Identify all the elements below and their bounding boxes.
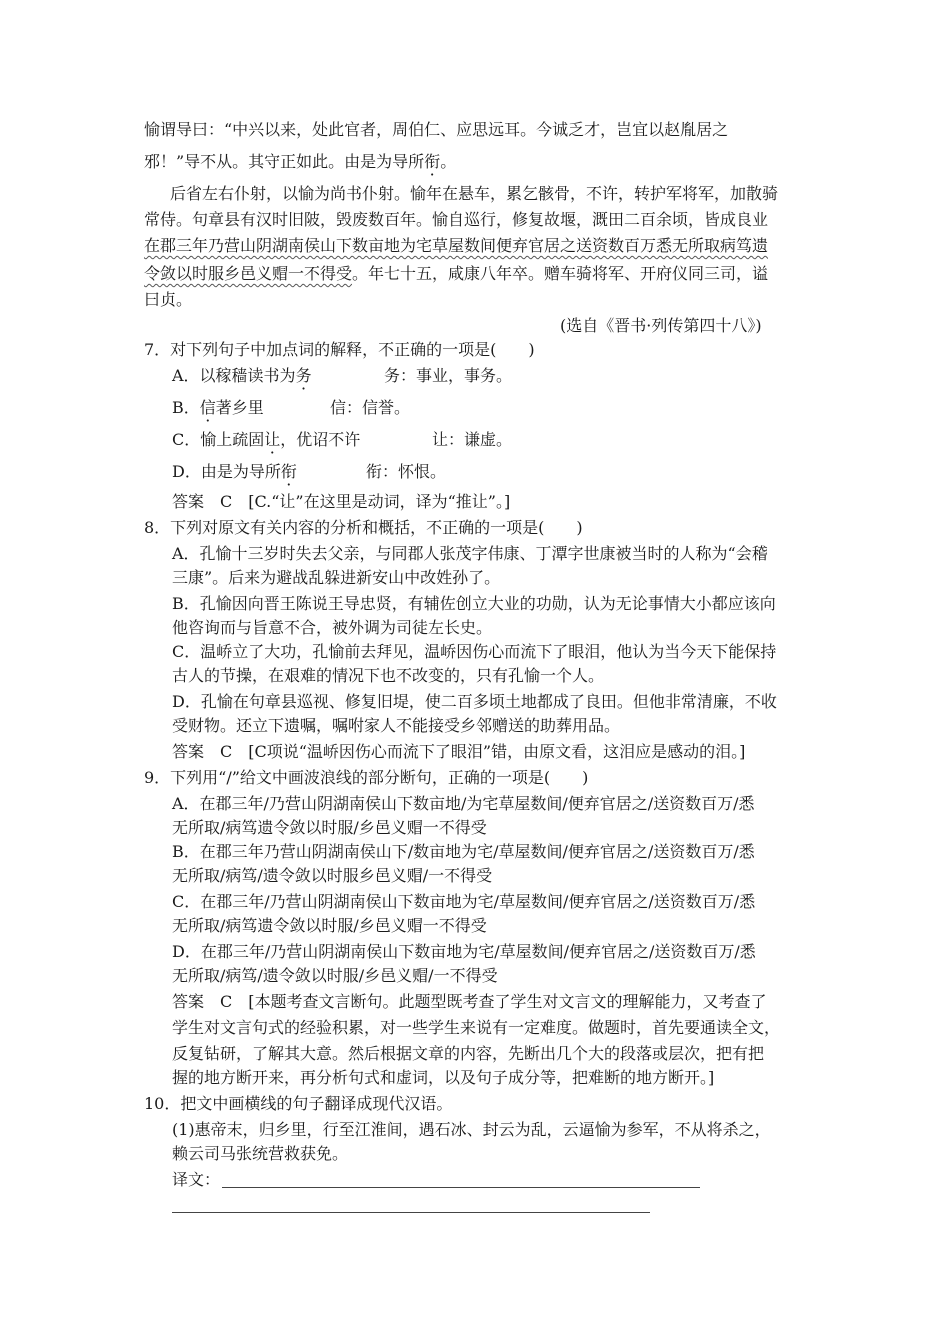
q8-option-d-cont: 受财物。还立下遗嘱，嘱咐家人不能接受乡邻赠送的助葬用品。 [172, 716, 621, 735]
q9-option-b: B．在郡三年乃营山阴湖南侯山下/数亩地为宅/草屋数间/便弃官居之/送资数百万/悉 [172, 842, 755, 861]
q9-answer-cont: 反复钻研，了解其大意。然后根据文章的内容，先断出几个大的段落或层次，把有把 [172, 1044, 765, 1063]
q9-answer: 答案 C [本题考查文言断句。此题型既考查了学生对文言文的理解能力，又考查了 [172, 992, 767, 1011]
q7-option-b-gloss: 信：信誉。 [330, 398, 411, 417]
wavy-underlined-text: 令敛以时服乡邑义赗一不得受 [144, 264, 353, 283]
q8-answer: 答案 C [C项说“温峤因伤心而流下了眼泪”错，由原文看，这泪应是感动的泪。] [172, 742, 746, 761]
emphasis-dot-char: 让 [264, 430, 281, 449]
q9-answer-cont: 学生对文言句式的经验积累，对一些学生来说有一定难度。做题时，首先要通读全文， [172, 1018, 781, 1037]
q8-option-c: C．温峤立了大功，孔愉前去拜见，温峤因伤心而流下了眼泪，他认为当今天下能保持 [172, 642, 777, 661]
q8-option-b: B．孔愉因向晋王陈说王导忠贤，有辅佐创立大业的功勋，认为无论事情大小都应该向 [172, 594, 776, 613]
q9-answer-cont: 握的地方断开来，再分析句式和虚词，以及句子成分等，把难断的地方断开。] [172, 1068, 715, 1087]
passage-line: 邪！”导不从。其守正如此。由是为导所衔。 [144, 152, 457, 171]
q7-option-d-gloss: 衔：怀恨。 [366, 462, 447, 481]
q8-option-c-cont: 古人的节操，在艰难的情况下也不改变的，只有孔愉一个人。 [172, 666, 605, 685]
source-citation: (选自《晋书·列传第四十八》) [560, 316, 762, 335]
q7-option-b: B．信著乡里 [172, 398, 264, 417]
translation-answer-line[interactable] [222, 1187, 700, 1188]
q7-option-d: D．由是为导所衔 [172, 462, 297, 481]
q7-option-a-gloss: 务：事业，事务。 [384, 366, 513, 385]
q10-sentence-1: (1)惠帝末，归乡里，行至江淮间，遇石冰、封云为乱，云逼愉为参军，不从将杀之， [172, 1120, 771, 1139]
q8-option-d: D．孔愉在句章县巡视、修复旧堤，使二百多顷土地都成了良田。但他非常清廉，不收 [172, 692, 777, 711]
translation-answer-line[interactable] [172, 1212, 650, 1213]
q7-stem: 7．对下列句子中加点词的解释，不正确的一项是( ) [144, 340, 535, 359]
q7-option-c: C．愉上疏固让，优诏不许 [172, 430, 361, 449]
q7-answer: 答案 C [C.“让”在这里是动词，译为“推让”。] [172, 492, 511, 511]
q7-option-c-gloss: 让：谦虚。 [432, 430, 513, 449]
passage-line: 后省左右仆射，以愉为尚书仆射。愉年在悬车，累乞骸骨，不许，转护军将军，加散骑 [170, 184, 779, 203]
emphasis-dot-char: 衔 [424, 152, 441, 171]
q9-option-d: D．在郡三年/乃营山阴湖南侯山下数亩地为宅/草屋数间/便弃官居之/送资数百万/悉 [172, 942, 756, 961]
q9-stem: 9．下列用“/”给文中画波浪线的部分断句，正确的一项是( ) [144, 768, 589, 787]
q8-option-a-cont: 三康”。后来为避战乱躲进新安山中改姓孙了。 [172, 568, 501, 587]
emphasis-dot-char: 务 [295, 366, 312, 385]
passage-line: 曰贞。 [144, 290, 193, 309]
q9-option-c: C．在郡三年/乃营山阴湖南侯山下数亩地为宅/草屋数间/便弃官居之/送资数百万/悉 [172, 892, 756, 911]
passage-line: 令敛以时服乡邑义赗一不得受。年七十五，咸康八年卒。赠车骑将军、开府仪同三司，谥 [144, 264, 769, 283]
emphasis-dot-char: 衔 [280, 462, 297, 481]
q9-option-c-cont: 无所取/病笃遗令敛以时服/乡邑义赗一不得受 [172, 916, 487, 935]
q8-option-a: A．孔愉十三岁时失去父亲，与同郡人张茂字伟康、丁潭字世康被当时的人称为“会稽 [172, 544, 768, 563]
q8-stem: 8．下列对原文有关内容的分析和概括，不正确的一项是( ) [144, 518, 583, 537]
passage-line-wavy: 在郡三年乃营山阴湖南侯山下数亩地为宅草屋数间便弃官居之送资数百万悉无所取病笃遗 [144, 236, 769, 255]
emphasis-dot-char: 信 [199, 398, 216, 417]
q9-option-d-cont: 无所取/病笃/遗令敛以时服/乡邑义赗/一不得受 [172, 966, 498, 985]
q9-option-a: A．在郡三年/乃营山阴湖南侯山下数亩地/为宅草屋数间/便弃官居之/送资数百万/悉 [172, 794, 755, 813]
q10-stem: 10．把文中画横线的句子翻译成现代汉语。 [144, 1094, 453, 1113]
q9-option-a-cont: 无所取/病笃遗令敛以时服/乡邑义赗一不得受 [172, 818, 487, 837]
q10-sentence-1-cont: 赖云司马张统营救获免。 [172, 1144, 349, 1163]
q7-option-a: A．以稼穑读书为务 [172, 366, 312, 385]
passage-line: 常侍。句章县有汉时旧陂，毁废数百年。愉自巡行，修复故堰，溉田二百余顷，皆成良业 [144, 210, 769, 229]
q8-option-b-cont: 他咨询而与旨意不合，被外调为司徒左长史。 [172, 618, 493, 637]
passage-line: 愉谓导曰：“中兴以来，处此官者，周伯仁、应思远耳。今诚乏才，岂宜以赵胤居之 [144, 120, 729, 139]
q9-option-b-cont: 无所取/病笃/遗令敛以时服乡邑义赗/一不得受 [172, 866, 493, 885]
translation-label: 译文： [172, 1170, 221, 1189]
